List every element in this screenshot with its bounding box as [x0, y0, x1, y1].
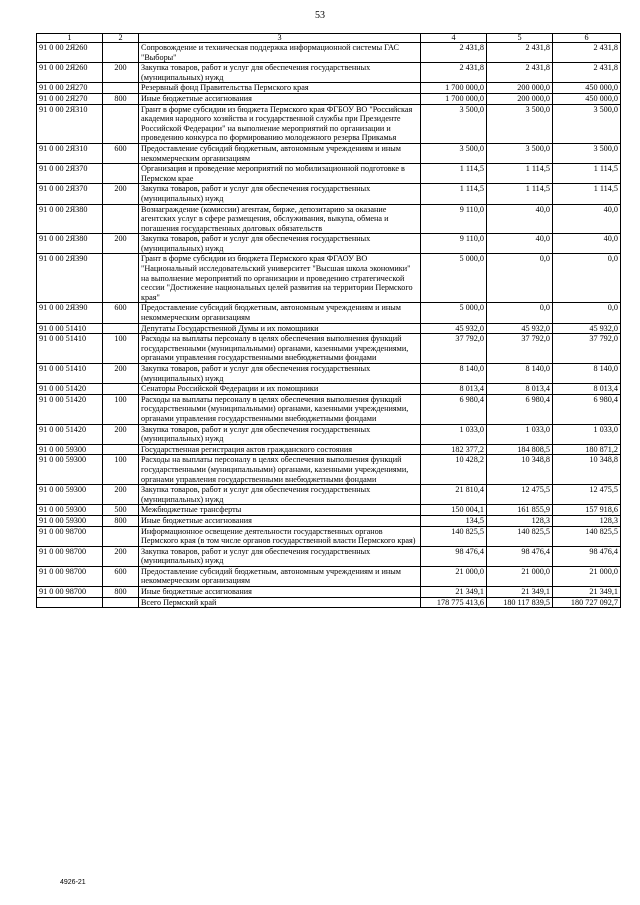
- row-kvr: [103, 43, 139, 63]
- row-kvr: 200: [103, 184, 139, 204]
- row-value-col5: 140 825,5: [487, 526, 553, 546]
- row-code: [37, 597, 103, 608]
- row-name: Закупка товаров, работ и услуг для обеспечения государственных (муниципальных) нужд: [139, 424, 421, 444]
- row-value-col4: 134,5: [421, 515, 487, 526]
- row-value-col4: 98 476,4: [421, 546, 487, 566]
- row-value-col4: 9 110,0: [421, 204, 487, 234]
- row-value-col6: 40,0: [553, 204, 621, 234]
- row-value-col5: 8 140,0: [487, 364, 553, 384]
- table-row: [37, 234, 621, 254]
- row-value-col5: 200 000,0: [487, 83, 553, 94]
- row-value-col6: 128,3: [553, 515, 621, 526]
- row-code: 91 0 00 2Я390: [37, 303, 103, 323]
- table-row: [37, 515, 621, 526]
- row-value-col6: 1 114,5: [553, 164, 621, 184]
- row-value-col6: 8 140,0: [553, 364, 621, 384]
- row-value-col4: 1 033,0: [421, 424, 487, 444]
- row-value-col5: 2 431,8: [487, 63, 553, 83]
- row-code: 91 0 00 51410: [37, 323, 103, 334]
- row-name: Грант в форме субсидии из бюджета Пермского края ФГАОУ ВО "Национальный исследовательский университет "Высшая школа экономики" на выполнение мероприятий по организации и проведению стратегической сессии "Достижение национальных целей развития на территории Пермского края": [139, 254, 421, 303]
- row-kvr: 600: [103, 143, 139, 163]
- row-value-col4: 182 377,2: [421, 444, 487, 455]
- row-name: Закупка товаров, работ и услуг для обеспечения государственных (муниципальных) нужд: [139, 234, 421, 254]
- table-row: [37, 43, 621, 63]
- table-row: [37, 303, 621, 323]
- row-value-col4: 3 500,0: [421, 143, 487, 163]
- row-value-col6: 450 000,0: [553, 93, 621, 104]
- row-kvr: [103, 83, 139, 94]
- row-code: 91 0 00 2Я270: [37, 83, 103, 94]
- row-value-col5: 3 500,0: [487, 143, 553, 163]
- table-row: [37, 184, 621, 204]
- row-kvr: [103, 384, 139, 395]
- row-kvr: [103, 254, 139, 303]
- row-value-col6: 450 000,0: [553, 83, 621, 94]
- row-value-col4: 150 004,1: [421, 505, 487, 516]
- row-value-col6: 10 348,8: [553, 455, 621, 485]
- row-code: 91 0 00 2Я260: [37, 63, 103, 83]
- table-row: [37, 164, 621, 184]
- row-code: 91 0 00 2Я370: [37, 184, 103, 204]
- column-header: 5: [487, 34, 553, 43]
- table-row: [37, 334, 621, 364]
- row-kvr: 200: [103, 546, 139, 566]
- row-code: 91 0 00 98700: [37, 546, 103, 566]
- row-code: 91 0 00 98700: [37, 526, 103, 546]
- row-value-col4: 2 431,8: [421, 43, 487, 63]
- row-value-col6: 140 825,5: [553, 526, 621, 546]
- row-value-col5: 0,0: [487, 254, 553, 303]
- row-value-col6: 45 932,0: [553, 323, 621, 334]
- row-value-col6: 21 000,0: [553, 566, 621, 586]
- table-row: [37, 455, 621, 485]
- row-code: 91 0 00 51420: [37, 424, 103, 444]
- row-value-col5: 10 348,8: [487, 455, 553, 485]
- row-value-col4: 140 825,5: [421, 526, 487, 546]
- row-value-col5: 128,3: [487, 515, 553, 526]
- row-value-col4: 2 431,8: [421, 63, 487, 83]
- row-value-col5: 180 117 839,5: [487, 597, 553, 608]
- row-value-col6: 0,0: [553, 303, 621, 323]
- row-value-col6: 1 033,0: [553, 424, 621, 444]
- row-kvr: 800: [103, 515, 139, 526]
- column-header: 6: [553, 34, 621, 43]
- table-row: [37, 204, 621, 234]
- table-row: [37, 444, 621, 455]
- row-name: Вознаграждение (комиссии) агентам, бирже, депозитарию за оказание агентских услуг в сфере размещения, обслуживания, выкупа, обмена и погашения государственных долговых обязательств: [139, 204, 421, 234]
- table-row: [37, 587, 621, 598]
- row-value-col5: 40,0: [487, 234, 553, 254]
- row-value-col4: 37 792,0: [421, 334, 487, 364]
- table-row: [37, 63, 621, 83]
- row-value-col6: 180 727 092,7: [553, 597, 621, 608]
- row-value-col5: 21 000,0: [487, 566, 553, 586]
- row-name: Всего Пермский край: [139, 597, 421, 608]
- row-code: 91 0 00 2Я310: [37, 143, 103, 163]
- row-value-col4: 1 700 000,0: [421, 83, 487, 94]
- row-code: 91 0 00 98700: [37, 587, 103, 598]
- row-value-col5: 45 932,0: [487, 323, 553, 334]
- table-row: [37, 364, 621, 384]
- row-code: 91 0 00 51420: [37, 384, 103, 395]
- row-value-col6: 157 918,6: [553, 505, 621, 516]
- row-code: 91 0 00 2Я380: [37, 234, 103, 254]
- row-value-col6: 0,0: [553, 254, 621, 303]
- table-row: [37, 505, 621, 516]
- table-row: [37, 143, 621, 163]
- row-value-col6: 12 475,5: [553, 485, 621, 505]
- row-value-col4: 6 980,4: [421, 394, 487, 424]
- row-value-col6: 3 500,0: [553, 104, 621, 143]
- row-name: Иные бюджетные ассигнования: [139, 515, 421, 526]
- row-value-col4: 45 932,0: [421, 323, 487, 334]
- row-value-col4: 21 349,1: [421, 587, 487, 598]
- row-name: Расходы на выплаты персоналу в целях обеспечения выполнения функций государственными (муниципальными) органами, казенными учреждениями, органами управления государственными внебюджетными фондами: [139, 334, 421, 364]
- row-value-col6: 2 431,8: [553, 63, 621, 83]
- row-name: Сенаторы Российской Федерации и их помощники: [139, 384, 421, 395]
- row-value-col4: 21 000,0: [421, 566, 487, 586]
- row-value-col4: 8 013,4: [421, 384, 487, 395]
- row-value-col4: 21 810,4: [421, 485, 487, 505]
- row-value-col4: 1 700 000,0: [421, 93, 487, 104]
- row-kvr: 200: [103, 234, 139, 254]
- row-code: 91 0 00 2Я310: [37, 104, 103, 143]
- row-kvr: 800: [103, 587, 139, 598]
- row-code: 91 0 00 2Я260: [37, 43, 103, 63]
- row-kvr: [103, 164, 139, 184]
- column-header: 3: [139, 34, 421, 43]
- row-value-col4: 8 140,0: [421, 364, 487, 384]
- table-row: [37, 485, 621, 505]
- row-value-col5: 2 431,8: [487, 43, 553, 63]
- row-value-col5: 12 475,5: [487, 485, 553, 505]
- table-row: [37, 597, 621, 608]
- row-name: Закупка товаров, работ и услуг для обеспечения государственных (муниципальных) нужд: [139, 546, 421, 566]
- row-code: 91 0 00 98700: [37, 566, 103, 586]
- row-value-col6: 180 871,2: [553, 444, 621, 455]
- column-header-row: [37, 34, 621, 43]
- row-kvr: [103, 104, 139, 143]
- row-kvr: 100: [103, 394, 139, 424]
- table-row: [37, 546, 621, 566]
- row-value-col5: 8 013,4: [487, 384, 553, 395]
- row-kvr: 800: [103, 93, 139, 104]
- row-name: Депутаты Государственной Думы и их помощники: [139, 323, 421, 334]
- row-value-col6: 37 792,0: [553, 334, 621, 364]
- row-code: 91 0 00 59300: [37, 485, 103, 505]
- row-kvr: 200: [103, 485, 139, 505]
- row-name: Расходы на выплаты персоналу в целях обеспечения выполнения функций государственными (муниципальными) органами, казенными учреждениями, органами управления государственными внебюджетными фондами: [139, 455, 421, 485]
- table-row: [37, 323, 621, 334]
- row-name: Расходы на выплаты персоналу в целях обеспечения выполнения функций государственными (муниципальными) органами, казенными учреждениями, органами управления государственными внебюджетными фондами: [139, 394, 421, 424]
- row-value-col4: 5 000,0: [421, 254, 487, 303]
- row-value-col5: 200 000,0: [487, 93, 553, 104]
- row-value-col4: 5 000,0: [421, 303, 487, 323]
- table-row: [37, 394, 621, 424]
- row-value-col6: 40,0: [553, 234, 621, 254]
- row-kvr: 200: [103, 424, 139, 444]
- row-name: Информационное освещение деятельности государственных органов Пермского края (в том числе органов государственной власти Пермского края): [139, 526, 421, 546]
- row-value-col5: 1 114,5: [487, 164, 553, 184]
- row-name: Организация и проведение мероприятий по мобилизационной подготовке в Пермском крае: [139, 164, 421, 184]
- row-code: 91 0 00 51420: [37, 394, 103, 424]
- row-value-col4: 10 428,2: [421, 455, 487, 485]
- row-value-col4: 178 775 413,6: [421, 597, 487, 608]
- row-kvr: 500: [103, 505, 139, 516]
- row-kvr: [103, 323, 139, 334]
- row-value-col5: 161 855,9: [487, 505, 553, 516]
- row-name: Предоставление субсидий бюджетным, автономным учреждениям и иным некоммерческим организациям: [139, 303, 421, 323]
- row-code: 91 0 00 2Я370: [37, 164, 103, 184]
- row-name: Грант в форме субсидии из бюджета Пермского края ФГБОУ ВО "Российская академия народного хозяйства и государственной службы при Президенте Российской Федерации" на выполнение мероприятий по организации и проведению конкурса по формированию молодежного резерва Прикамья: [139, 104, 421, 143]
- row-name: Иные бюджетные ассигнования: [139, 587, 421, 598]
- table-row: [37, 254, 621, 303]
- row-name: Предоставление субсидий бюджетным, автономным учреждениям и иным некоммерческим организациям: [139, 143, 421, 163]
- page-number: 53: [315, 10, 325, 21]
- table-row: [37, 424, 621, 444]
- row-value-col4: 1 114,5: [421, 164, 487, 184]
- row-value-col6: 3 500,0: [553, 143, 621, 163]
- row-value-col5: 6 980,4: [487, 394, 553, 424]
- row-name: Государственная регистрация актов гражданского состояния: [139, 444, 421, 455]
- row-name: Предоставление субсидий бюджетным, автономным учреждениям и иным некоммерческим организациям: [139, 566, 421, 586]
- column-header: 4: [421, 34, 487, 43]
- row-name: Закупка товаров, работ и услуг для обеспечения государственных (муниципальных) нужд: [139, 184, 421, 204]
- row-value-col4: 3 500,0: [421, 104, 487, 143]
- table-row: [37, 93, 621, 104]
- row-name: Межбюджетные трансферты: [139, 505, 421, 516]
- row-kvr: [103, 204, 139, 234]
- row-kvr: 100: [103, 334, 139, 364]
- row-value-col4: 9 110,0: [421, 234, 487, 254]
- row-value-col6: 8 013,4: [553, 384, 621, 395]
- row-value-col5: 0,0: [487, 303, 553, 323]
- row-code: 91 0 00 2Я380: [37, 204, 103, 234]
- table-row: [37, 104, 621, 143]
- row-code: 91 0 00 59300: [37, 455, 103, 485]
- row-kvr: 100: [103, 455, 139, 485]
- row-value-col6: 21 349,1: [553, 587, 621, 598]
- row-code: 91 0 00 2Я390: [37, 254, 103, 303]
- row-kvr: [103, 526, 139, 546]
- row-value-col5: 40,0: [487, 204, 553, 234]
- table-row: [37, 384, 621, 395]
- row-value-col5: 21 349,1: [487, 587, 553, 598]
- row-value-col5: 98 476,4: [487, 546, 553, 566]
- row-name: Резервный фонд Правительства Пермского края: [139, 83, 421, 94]
- row-kvr: 200: [103, 364, 139, 384]
- row-name: Закупка товаров, работ и услуг для обеспечения государственных (муниципальных) нужд: [139, 364, 421, 384]
- row-value-col6: 1 114,5: [553, 184, 621, 204]
- table-row: [37, 83, 621, 94]
- row-name: Иные бюджетные ассигнования: [139, 93, 421, 104]
- row-code: 91 0 00 2Я270: [37, 93, 103, 104]
- row-code: 91 0 00 51410: [37, 334, 103, 364]
- row-code: 91 0 00 59300: [37, 444, 103, 455]
- row-code: 91 0 00 59300: [37, 515, 103, 526]
- row-kvr: 200: [103, 63, 139, 83]
- row-value-col4: 1 114,5: [421, 184, 487, 204]
- row-value-col5: 1 033,0: [487, 424, 553, 444]
- document-code: 4926-21: [60, 879, 86, 886]
- table-row: [37, 566, 621, 586]
- row-code: 91 0 00 59300: [37, 505, 103, 516]
- row-value-col6: 98 476,4: [553, 546, 621, 566]
- row-code: 91 0 00 51410: [37, 364, 103, 384]
- row-value-col5: 184 808,5: [487, 444, 553, 455]
- row-value-col6: 2 431,8: [553, 43, 621, 63]
- row-kvr: 600: [103, 303, 139, 323]
- row-kvr: [103, 444, 139, 455]
- row-value-col5: 37 792,0: [487, 334, 553, 364]
- row-value-col5: 3 500,0: [487, 104, 553, 143]
- row-name: Сопровождение и техническая поддержка информационной системы ГАС "Выборы": [139, 43, 421, 63]
- row-value-col5: 1 114,5: [487, 184, 553, 204]
- row-kvr: [103, 597, 139, 608]
- row-name: Закупка товаров, работ и услуг для обеспечения государственных (муниципальных) нужд: [139, 485, 421, 505]
- budget-table: [36, 33, 621, 608]
- row-name: Закупка товаров, работ и услуг для обеспечения государственных (муниципальных) нужд: [139, 63, 421, 83]
- column-header: 1: [37, 34, 103, 43]
- row-kvr: 600: [103, 566, 139, 586]
- column-header: 2: [103, 34, 139, 43]
- table-row: [37, 526, 621, 546]
- row-value-col6: 6 980,4: [553, 394, 621, 424]
